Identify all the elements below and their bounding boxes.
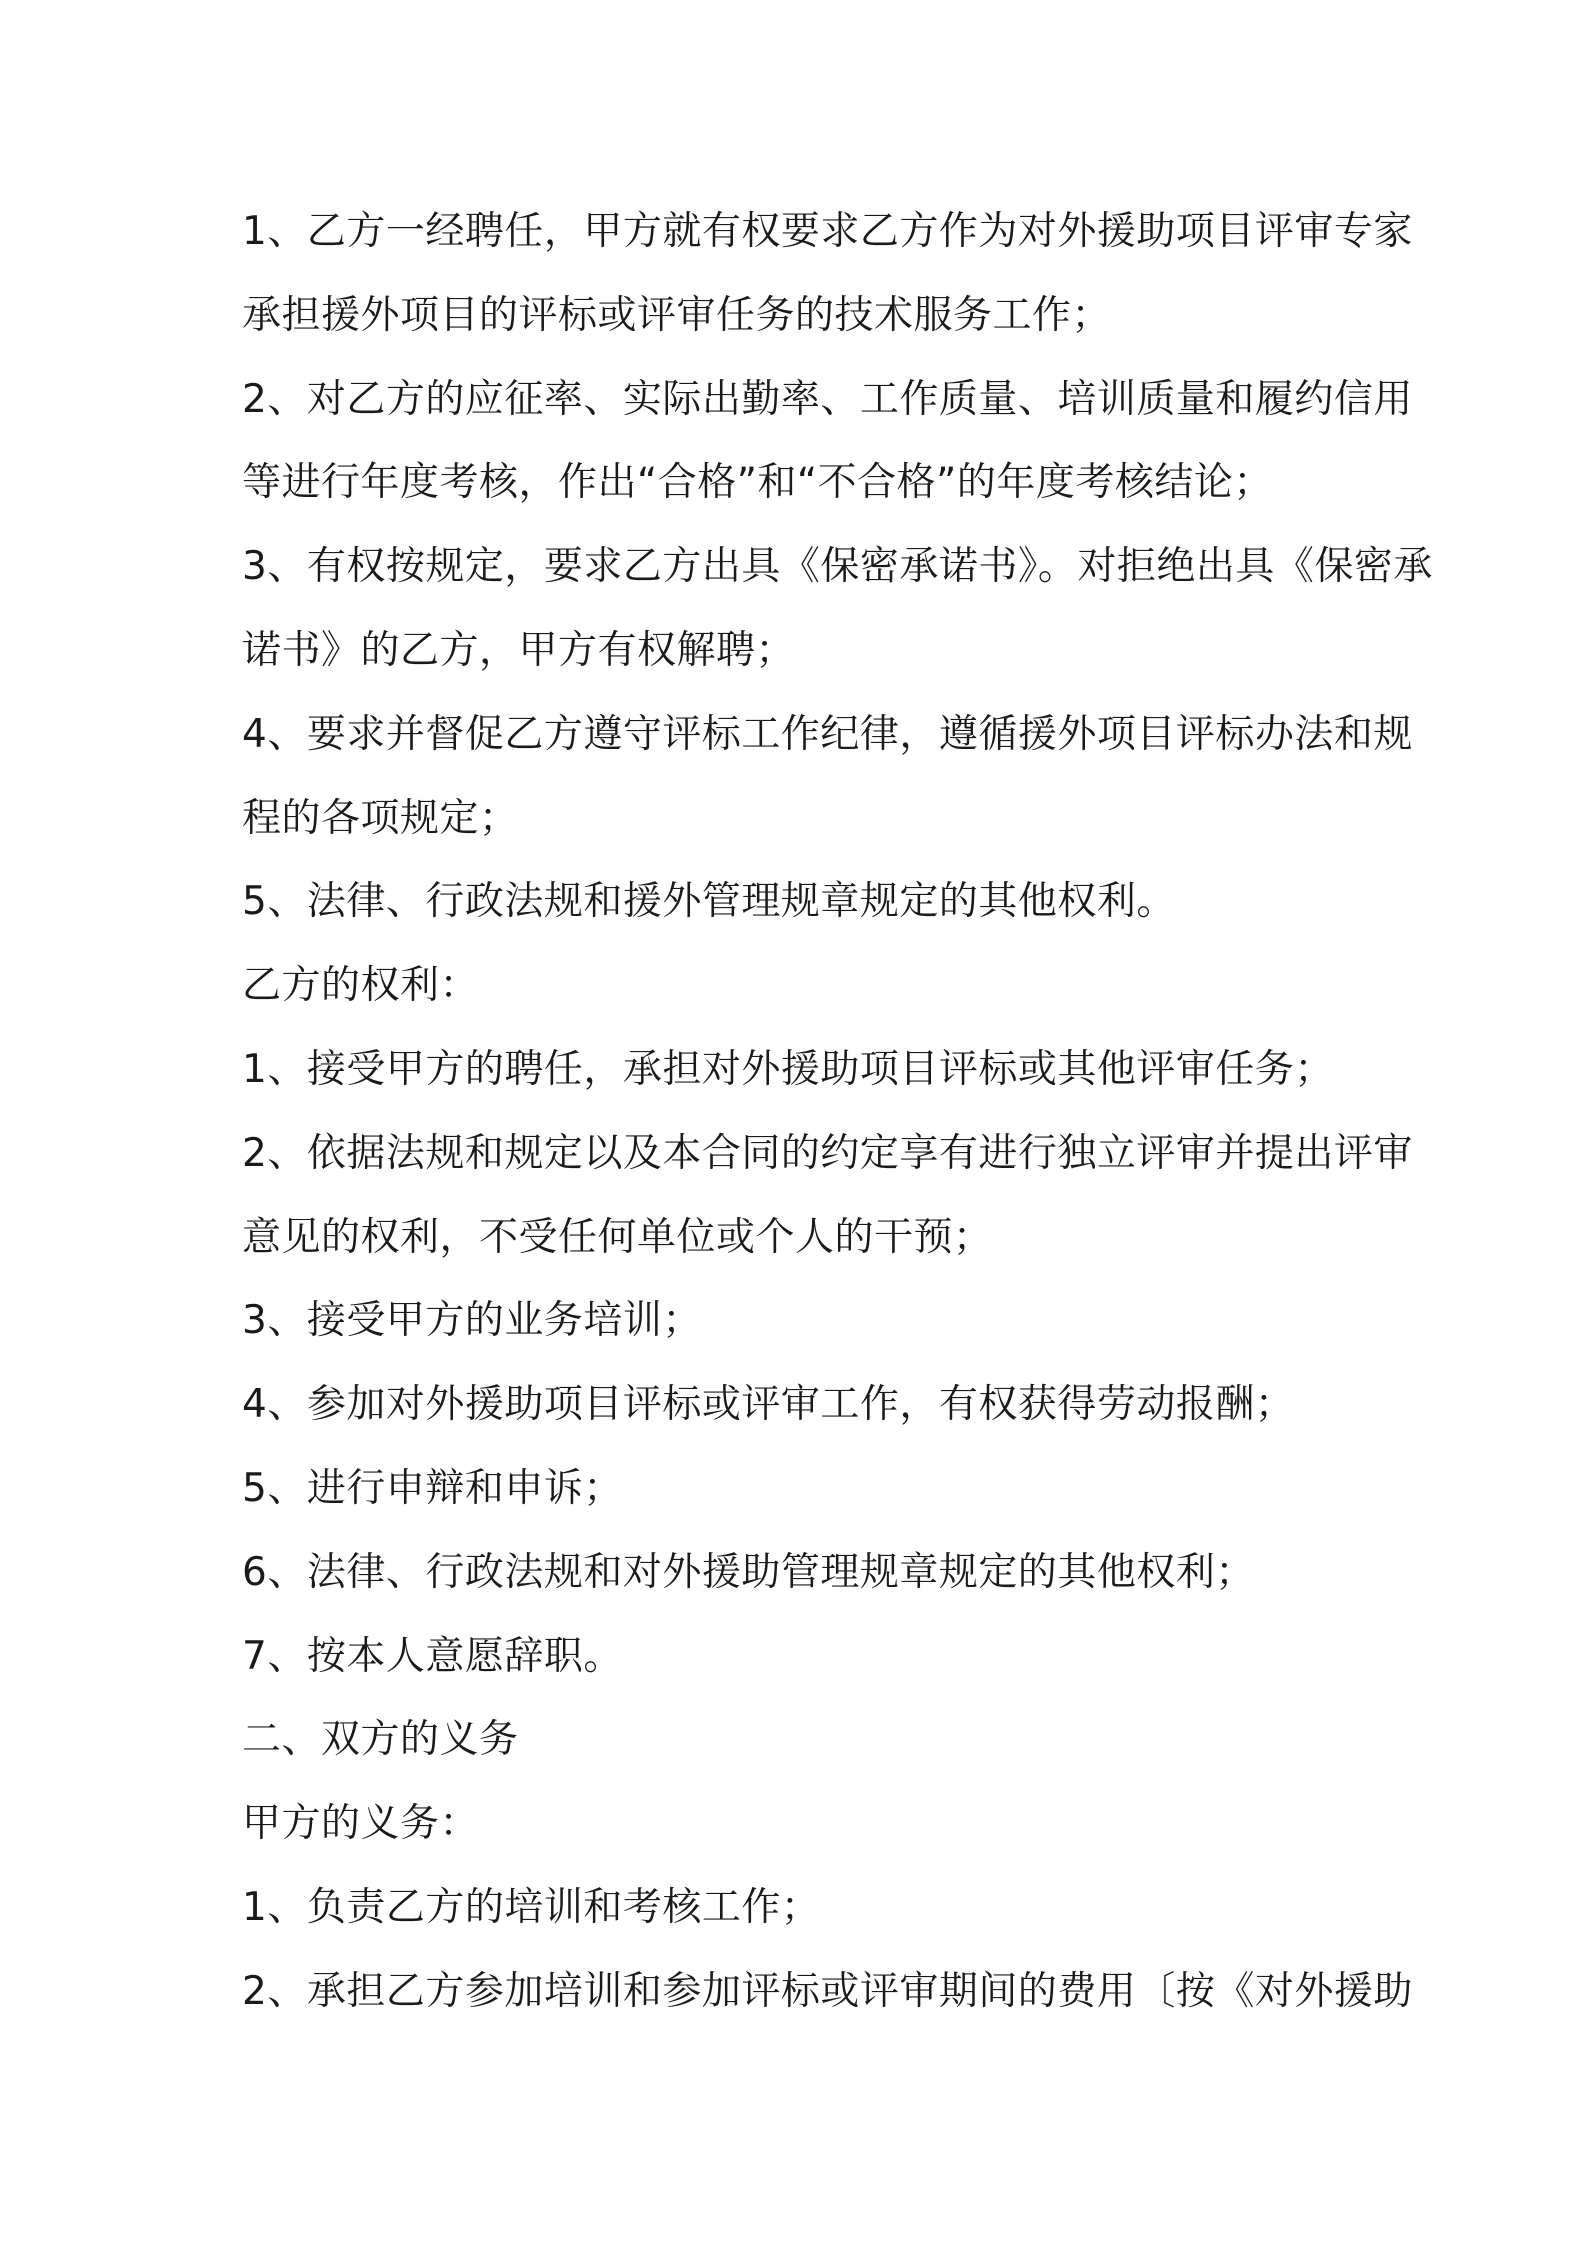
section-heading-party-b-rights: 乙方的权利： <box>242 963 480 1009</box>
text-line-party-b-right-5: 5、进行申辩和申诉； <box>242 1465 623 1511</box>
text-line-party-b-right-7: 7、按本人意愿辞职。 <box>242 1633 623 1679</box>
section-heading-party-a-obligations: 甲方的义务： <box>242 1801 480 1847</box>
text-line-party-b-right-2a: 2、依据法规和规定以及本合同的约定享有进行独立评审并提出评审 <box>242 1130 1413 1176</box>
text-line-party-b-right-6: 6、法律、行政法规和对外援助管理规章规定的其他权利； <box>242 1549 1255 1595</box>
text-line-party-a-right-3b: 诺书》的乙方，甲方有权解聘； <box>242 627 796 673</box>
text-line-party-a-right-2a: 2、对乙方的应征率、实际出勤率、工作质量、培训质量和履约信用 <box>242 376 1413 422</box>
text-line-party-a-right-4a: 4、要求并督促乙方遵守评标工作纪律，遵循援外项目评标办法和规 <box>242 711 1413 757</box>
text-line-party-b-right-1: 1、接受甲方的聘任，承担对外援助项目评标或其他评审任务； <box>242 1046 1334 1092</box>
text-line-party-a-right-2b: 等进行年度考核，作出“合格”和“不合格”的年度考核结论； <box>242 460 1273 506</box>
text-line-party-a-right-3a: 3、有权按规定，要求乙方出具《保密承诺书》。对拒绝出具《保密承 <box>242 544 1433 590</box>
text-line-party-a-right-1b: 承担援外项目的评标或评审任务的技术服务工作； <box>242 292 1112 338</box>
section-heading-obligations: 二、双方的义务 <box>242 1717 519 1763</box>
text-line-party-a-right-1a: 1、乙方一经聘任，甲方就有权要求乙方作为对外援助项目评审专家 <box>242 209 1413 254</box>
text-line-party-a-right-4b: 程的各项规定； <box>242 795 519 841</box>
text-line-party-a-right-5: 5、法律、行政法规和援外管理规章规定的其他权利。 <box>242 879 1176 925</box>
text-line-party-a-obligation-1: 1、负责乙方的培训和考核工作； <box>242 1884 821 1930</box>
text-line-party-b-right-3: 3、接受甲方的业务培训； <box>242 1298 702 1344</box>
text-line-party-a-obligation-2: 2、承担乙方参加培训和参加评标或评审期间的费用〔按《对外援助 <box>242 1968 1413 2014</box>
document-body <box>242 190 1433 2034</box>
text-line-party-b-right-4: 4、参加对外援助项目评标或评审工作，有权获得劳动报酬； <box>242 1382 1295 1428</box>
text-line-party-b-right-2b: 意见的权利，不受任何单位或个人的干预； <box>242 1214 993 1260</box>
